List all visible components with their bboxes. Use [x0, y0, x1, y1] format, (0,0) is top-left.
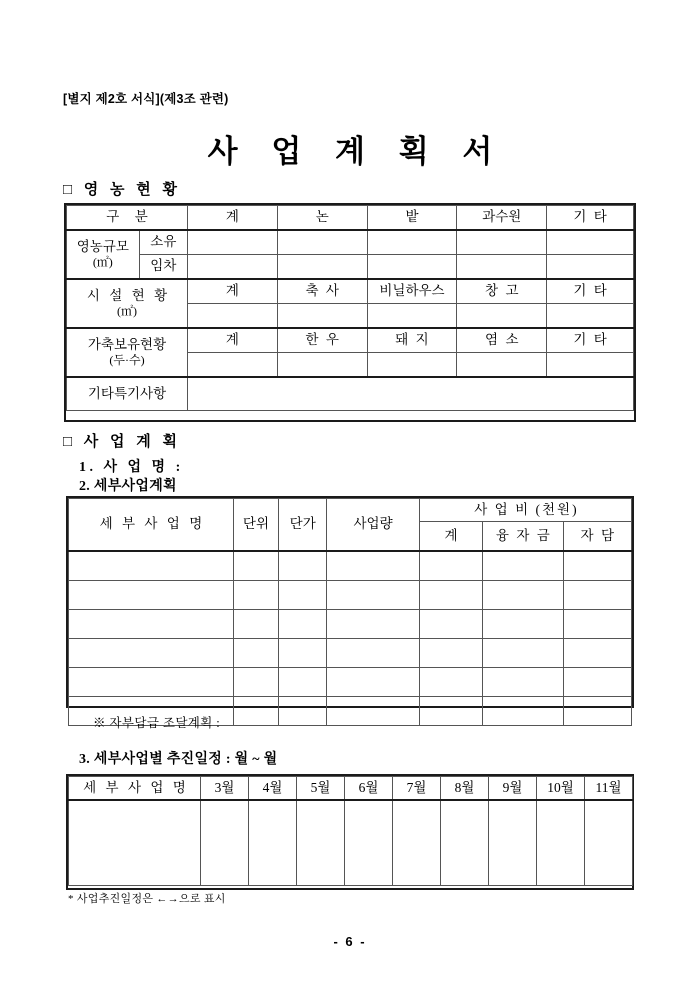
cell-facility-warehouse[interactable]	[457, 304, 547, 329]
cell-schedule-month-6[interactable]	[345, 800, 393, 886]
header-col-field: 밭	[367, 206, 457, 231]
cell-schedule-month-9[interactable]	[489, 800, 537, 886]
cell-cost-total[interactable]	[419, 551, 482, 581]
facility-status-label: 시 설 현 황	[86, 287, 171, 303]
header-col-total: 계	[188, 206, 278, 231]
cell-quantity[interactable]	[327, 551, 419, 581]
row-label-livestock-status	[67, 328, 188, 377]
cell-facility-greenhouse[interactable]	[367, 304, 457, 329]
cell-livestock-goat[interactable]	[457, 353, 547, 378]
cell-unit-price[interactable]	[279, 551, 327, 581]
cell-cost-self[interactable]	[563, 610, 631, 639]
header-schedule-month-3: 3월	[201, 777, 249, 801]
cell-owned-other[interactable]	[547, 230, 634, 255]
table-row	[69, 800, 633, 886]
cell-cost-loan[interactable]	[483, 639, 563, 668]
cell-schedule-month-8[interactable]	[441, 800, 489, 886]
header-livestock-cattle: 한 우	[277, 328, 367, 353]
cell-facility-barn[interactable]	[277, 304, 367, 329]
header-facility-other: 기 타	[547, 279, 634, 304]
farming-status-table	[64, 203, 636, 422]
cell-schedule-month-3[interactable]	[201, 800, 249, 886]
header-detail-unit-price: 단가	[279, 499, 327, 552]
business-name-label: 1. 사 업 명 :	[79, 460, 184, 475]
livestock-status-unit: (두·수)	[109, 353, 145, 368]
farming-scale-label: 영농규모	[76, 238, 129, 254]
cell-leased-orchard[interactable]	[457, 255, 547, 280]
cell-leased-total[interactable]	[188, 255, 278, 280]
cell-facility-other[interactable]	[547, 304, 634, 329]
cell-livestock-total[interactable]	[188, 353, 278, 378]
cell-unit[interactable]	[233, 581, 278, 610]
farming-scale-unit: (㎡)	[92, 255, 113, 270]
cell-leased-other[interactable]	[547, 255, 634, 280]
header-schedule-month-10: 10월	[537, 777, 585, 801]
schedule-table	[66, 774, 634, 890]
header-detail-unit: 단위	[233, 499, 278, 552]
cell-cost-loan[interactable]	[483, 668, 563, 697]
table-row	[69, 777, 633, 801]
header-detail-cost-loan: 융 자 금	[483, 522, 563, 552]
cell-remarks[interactable]	[188, 377, 634, 411]
header-detail-cost-total: 계	[419, 522, 482, 552]
cell-cost-self[interactable]	[563, 697, 631, 726]
cell-livestock-other[interactable]	[547, 353, 634, 378]
table-row	[67, 279, 634, 304]
section-heading-farming-status: □ 영 농 현 황	[63, 182, 182, 198]
cell-quantity[interactable]	[327, 639, 419, 668]
section-heading-business-plan: □ 사 업 계 획	[63, 434, 182, 450]
header-facility-greenhouse: 비닐하우스	[367, 279, 457, 304]
cell-cost-loan[interactable]	[483, 697, 563, 726]
row-label-facility-status	[67, 279, 188, 328]
cell-project-name[interactable]	[69, 581, 234, 610]
cell-cost-loan[interactable]	[483, 581, 563, 610]
livestock-status-label: 가축보유현황	[87, 336, 167, 352]
cell-schedule-month-4[interactable]	[249, 800, 297, 886]
cell-project-name[interactable]	[69, 610, 234, 639]
header-col-other: 기 타	[547, 206, 634, 231]
header-col-paddy: 논	[277, 206, 367, 231]
header-schedule-month-9: 9월	[489, 777, 537, 801]
detail-plan-label: 2. 세부사업계획	[79, 479, 177, 494]
cell-unit-price[interactable]	[279, 639, 327, 668]
cell-quantity[interactable]	[327, 610, 419, 639]
cell-quantity[interactable]	[327, 581, 419, 610]
table-row	[69, 499, 632, 522]
cell-schedule-month-10[interactable]	[537, 800, 585, 886]
row-sublabel-owned: 소유	[139, 230, 187, 255]
header-schedule-project-name: 세 부 사 업 명	[69, 777, 201, 801]
cell-cost-total[interactable]	[419, 581, 482, 610]
header-livestock-pig: 돼 지	[367, 328, 457, 353]
cell-cost-total[interactable]	[419, 668, 482, 697]
header-facility-barn: 축 사	[277, 279, 367, 304]
table-row	[67, 377, 634, 411]
cell-unit[interactable]	[233, 551, 278, 581]
cell-cost-total[interactable]	[419, 639, 482, 668]
cell-unit-price[interactable]	[279, 668, 327, 697]
cell-cost-self[interactable]	[563, 668, 631, 697]
header-facility-total: 계	[188, 279, 278, 304]
table-row	[67, 206, 634, 231]
cell-project-name[interactable]	[69, 668, 234, 697]
cell-cost-self[interactable]	[563, 551, 631, 581]
cell-cost-total[interactable]	[419, 610, 482, 639]
header-detail-cost-self: 자 담	[563, 522, 631, 552]
table-row	[67, 255, 634, 280]
cell-schedule-project-name[interactable]	[69, 800, 201, 886]
header-classification: 구 분	[67, 206, 188, 231]
header-schedule-month-7: 7월	[393, 777, 441, 801]
table-row	[69, 639, 632, 668]
cell-facility-total[interactable]	[188, 304, 278, 329]
facility-status-unit: (㎡)	[117, 304, 138, 319]
cell-cost-total[interactable]	[419, 697, 482, 726]
table-row	[67, 328, 634, 353]
cell-project-name[interactable]	[69, 551, 234, 581]
form-reference: [별지 제2호 서식](제3조 관련)	[63, 92, 229, 106]
cell-project-name[interactable]	[69, 639, 234, 668]
cell-unit[interactable]	[233, 697, 278, 726]
schedule-note: * 사업추진일정은 ←→으로 표시	[68, 893, 226, 905]
cell-cost-self[interactable]	[563, 639, 631, 668]
table-row	[67, 230, 634, 255]
cell-unit-price[interactable]	[279, 697, 327, 726]
row-label-remarks: 기타특기사항	[67, 377, 188, 411]
self-funding-note: ※ 자부담금 조달계획 :	[93, 716, 221, 730]
table-row	[69, 668, 632, 697]
cell-unit-price[interactable]	[279, 581, 327, 610]
table-row	[69, 551, 632, 581]
cell-leased-paddy[interactable]	[277, 255, 367, 280]
cell-unit-price[interactable]	[279, 610, 327, 639]
header-livestock-other: 기 타	[547, 328, 634, 353]
cell-owned-paddy[interactable]	[277, 230, 367, 255]
header-schedule-month-8: 8월	[441, 777, 489, 801]
cell-owned-orchard[interactable]	[457, 230, 547, 255]
cell-quantity[interactable]	[327, 668, 419, 697]
header-detail-cost-group: 사 업 비 (천원)	[419, 499, 631, 522]
cell-cost-loan[interactable]	[483, 610, 563, 639]
header-livestock-total: 계	[188, 328, 278, 353]
cell-unit[interactable]	[233, 610, 278, 639]
cell-unit[interactable]	[233, 639, 278, 668]
table-row	[69, 581, 632, 610]
header-col-orchard: 과수원	[457, 206, 547, 231]
table-row	[69, 610, 632, 639]
cell-quantity[interactable]	[327, 697, 419, 726]
header-facility-warehouse: 창 고	[457, 279, 547, 304]
header-schedule-month-5: 5월	[297, 777, 345, 801]
cell-cost-self[interactable]	[563, 581, 631, 610]
header-livestock-goat: 염 소	[457, 328, 547, 353]
row-sublabel-leased: 임차	[139, 255, 187, 280]
cell-unit[interactable]	[233, 668, 278, 697]
cell-owned-total[interactable]	[188, 230, 278, 255]
row-label-farming-scale	[67, 230, 140, 279]
header-schedule-month-6: 6월	[345, 777, 393, 801]
cell-schedule-month-7[interactable]	[393, 800, 441, 886]
schedule-label: 3. 세부사업별 추진일정 : 월 ~ 월	[79, 752, 278, 767]
cell-schedule-month-5[interactable]	[297, 800, 345, 886]
header-schedule-month-11: 11월	[585, 777, 633, 801]
cell-schedule-month-11[interactable]	[585, 800, 633, 886]
cell-cost-loan[interactable]	[483, 551, 563, 581]
cell-livestock-cattle[interactable]	[277, 353, 367, 378]
page-number: - 6 -	[333, 934, 367, 949]
cell-livestock-pig[interactable]	[367, 353, 457, 378]
header-detail-quantity: 사업량	[327, 499, 419, 552]
page-title: 사 업 계 획 서	[207, 134, 506, 169]
detail-plan-table	[66, 496, 634, 708]
cell-leased-field[interactable]	[367, 255, 457, 280]
cell-owned-field[interactable]	[367, 230, 457, 255]
header-schedule-month-4: 4월	[249, 777, 297, 801]
header-detail-project-name: 세 부 사 업 명	[69, 499, 234, 552]
